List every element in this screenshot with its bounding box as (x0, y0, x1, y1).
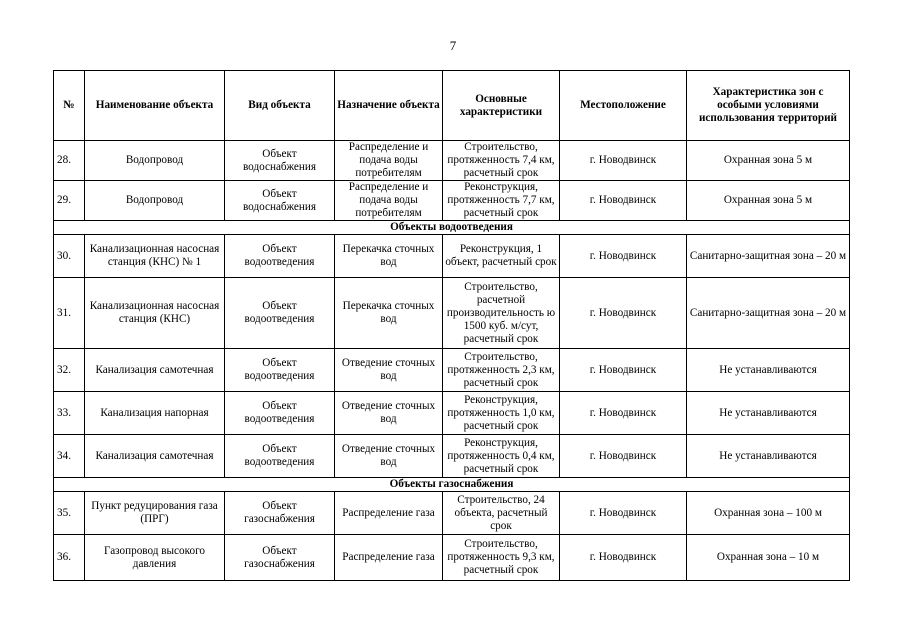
object-name: Канализационная насосная станция (КНС) № 1 (85, 235, 225, 278)
object-name: Пункт редуцирования газа (ПРГ) (85, 492, 225, 535)
section-row (54, 478, 850, 492)
row-number: 33. (54, 392, 85, 435)
header-cell: Назначение объекта (335, 71, 443, 141)
table-row (54, 235, 850, 278)
row-number: 36. (54, 535, 85, 581)
object-purpose: Распределение и подача воды потребителям (335, 141, 443, 181)
object-specs: Строительство, расчетной производительность ю 1500 куб. м/сут, расчетный срок (443, 278, 560, 349)
object-type: Объект водоотведения (225, 349, 335, 392)
object-location: г. Новодвинск (560, 392, 687, 435)
object-type: Объект газоснабжения (225, 535, 335, 581)
object-type: Объект водоотведения (225, 392, 335, 435)
table-row (54, 278, 850, 349)
object-purpose: Отведение сточных вод (335, 392, 443, 435)
table-row (54, 392, 850, 435)
object-specs: Реконструкция, 1 объект, расчетный срок (443, 235, 560, 278)
table-row (54, 535, 850, 581)
object-location: г. Новодвинск (560, 141, 687, 181)
object-purpose: Распределение газа (335, 535, 443, 581)
object-type: Объект газоснабжения (225, 492, 335, 535)
row-number: 35. (54, 492, 85, 535)
object-zone: Охранная зона – 100 м (687, 492, 850, 535)
header-cell: № (54, 71, 85, 141)
row-number: 31. (54, 278, 85, 349)
header-cell: Характеристика зон с особыми условиями использования территорий (687, 71, 850, 141)
table-row (54, 492, 850, 535)
object-name: Канализационная насосная станция (КНС) (85, 278, 225, 349)
header-cell: Основные характеристики (443, 71, 560, 141)
object-zone: Не устанавливаются (687, 392, 850, 435)
object-specs: Реконструкция, протяженность 1,0 км, расчетный срок (443, 392, 560, 435)
object-type: Объект водоснабжения (225, 141, 335, 181)
object-name: Канализация напорная (85, 392, 225, 435)
object-zone: Охранная зона – 10 м (687, 535, 850, 581)
row-number: 32. (54, 349, 85, 392)
object-type: Объект водоотведения (225, 235, 335, 278)
object-specs: Строительство, 24 объекта, расчетный срок (443, 492, 560, 535)
row-number: 29. (54, 181, 85, 221)
object-zone: Санитарно-защитная зона – 20 м (687, 235, 850, 278)
object-type: Объект водоотведения (225, 278, 335, 349)
object-name: Газопровод высокого давления (85, 535, 225, 581)
object-purpose: Перекачка сточных вод (335, 235, 443, 278)
object-purpose: Отведение сточных вод (335, 349, 443, 392)
object-location: г. Новодвинск (560, 349, 687, 392)
object-specs: Строительство, протяженность 7,4 км, расчетный срок (443, 141, 560, 181)
object-location: г. Новодвинск (560, 492, 687, 535)
header-cell: Местоположение (560, 71, 687, 141)
object-location: г. Новодвинск (560, 435, 687, 478)
object-specs: Реконструкция, протяженность 7,7 км, расчетный срок (443, 181, 560, 221)
row-number: 28. (54, 141, 85, 181)
row-number: 30. (54, 235, 85, 278)
object-type: Объект водоснабжения (225, 181, 335, 221)
object-specs: Строительство, протяженность 9,3 км, расчетный срок (443, 535, 560, 581)
object-name: Канализация самотечная (85, 349, 225, 392)
objects-table (53, 70, 850, 581)
section-row (54, 221, 850, 235)
object-zone: Охранная зона 5 м (687, 141, 850, 181)
object-specs: Реконструкция, протяженность 0,4 км, расчетный срок (443, 435, 560, 478)
object-location: г. Новодвинск (560, 235, 687, 278)
section-title: Объекты газоснабжения (54, 478, 850, 492)
table-row (54, 141, 850, 181)
object-location: г. Новодвинск (560, 181, 687, 221)
header-cell: Наименование объекта (85, 71, 225, 141)
object-name: Канализация самотечная (85, 435, 225, 478)
object-purpose: Распределение газа (335, 492, 443, 535)
object-zone: Не устанавливаются (687, 349, 850, 392)
table-row (54, 181, 850, 221)
section-title: Объекты водоотведения (54, 221, 850, 235)
object-purpose: Перекачка сточных вод (335, 278, 443, 349)
page-number: 7 (449, 38, 457, 53)
object-name: Водопровод (85, 141, 225, 181)
object-zone: Санитарно-защитная зона – 20 м (687, 278, 850, 349)
object-location: г. Новодвинск (560, 278, 687, 349)
row-number: 34. (54, 435, 85, 478)
object-purpose: Отведение сточных вод (335, 435, 443, 478)
table-header-row (54, 71, 850, 141)
object-specs: Строительство, протяженность 2,3 км, расчетный срок (443, 349, 560, 392)
header-cell: Вид объекта (225, 71, 335, 141)
object-name: Водопровод (85, 181, 225, 221)
object-location: г. Новодвинск (560, 535, 687, 581)
object-type: Объект водоотведения (225, 435, 335, 478)
table-row (54, 349, 850, 392)
object-zone: Не устанавливаются (687, 435, 850, 478)
object-purpose: Распределение и подача воды потребителям (335, 181, 443, 221)
object-zone: Охранная зона 5 м (687, 181, 850, 221)
table-row (54, 435, 850, 478)
